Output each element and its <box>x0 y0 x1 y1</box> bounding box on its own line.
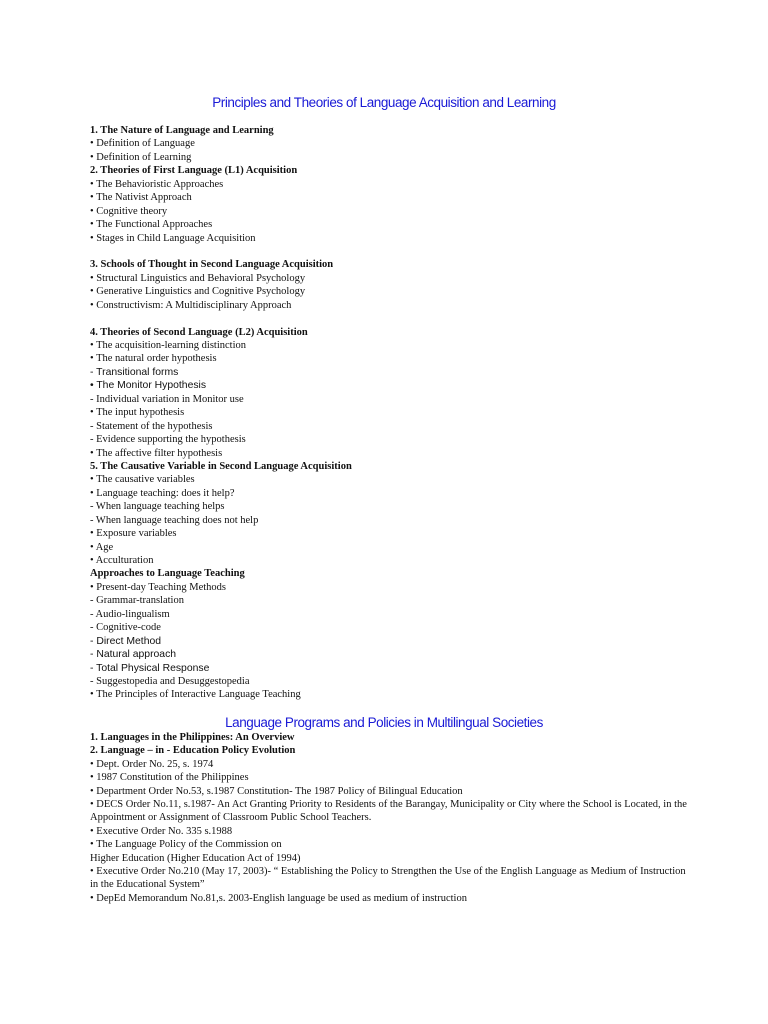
outline-item: • The acquisition-learning distinction <box>90 340 246 351</box>
outline-item: • Present-day Teaching Methods <box>90 581 227 593</box>
outline-subitem: - Natural approach <box>90 649 177 661</box>
outline-item: • Structural Linguistics and Behavioral Psychology <box>90 272 306 284</box>
outline-subitem: - Direct Method <box>90 635 162 647</box>
outline-item: • The affective filter hypothesis <box>90 447 223 459</box>
outline-item-continuation: Higher Education (Higher Education Act of 1994) <box>90 852 301 864</box>
blank-line <box>90 245 690 258</box>
outline-item: • The Behavioristic Approaches <box>90 178 224 190</box>
section-principles-theories-outline <box>90 124 690 702</box>
outline-item: • Language teaching: does it help? <box>90 487 235 499</box>
outline-item: • The Principles of Interactive Language Teaching <box>90 689 301 701</box>
outline-item: • Executive Order No.210 (May 17, 2003)- “ Establishing the Policy to Strengthen the Use of the English Language as Medium of Instruction in the Educational System” <box>90 865 686 891</box>
heading-second-language-acquisition: 4. Theories of Second Language (L2) Acquisition <box>90 326 308 338</box>
section-title-principles-theories: Principles and Theories of Language Acquisition and Learning <box>212 95 556 110</box>
outline-subitem: - Cognitive-code <box>90 622 161 634</box>
heading-schools-of-thought: 3. Schools of Thought in Second Language Acquisition <box>90 259 334 271</box>
heading-causative-variable: 5. The Causative Variable in Second Language Acquisition <box>90 460 352 472</box>
outline-item: • Dept. Order No. 25, s. 1974 <box>90 758 214 770</box>
outline-item: • Acculturation <box>90 555 154 566</box>
outline-item: • Department Order No.53, s.1987 Constitution- The 1987 Policy of Bilingual Education <box>90 785 463 797</box>
outline-subitem: - Transitional forms <box>90 366 179 378</box>
outline-item: • Age <box>90 541 114 553</box>
outline-subitem: - Evidence supporting the hypothesis <box>90 434 246 446</box>
outline-item: • Exposure variables <box>90 528 177 540</box>
outline-item: • Constructivism: A Multidisciplinary Approach <box>90 299 292 311</box>
outline-item: • The causative variables <box>90 474 195 486</box>
section-language-programs-outline <box>90 731 690 905</box>
outline-item: • The natural order hypothesis <box>90 353 217 365</box>
outline-item: • DECS Order No.11, s.1987- An Act Granting Priority to Residents of the Barangay, Municipality or City where the School is Located, in the Appointment or Assignment of Classroom Public School Teachers. <box>90 798 687 824</box>
outline-item: • 1987 Constitution of the Philippines <box>90 772 249 784</box>
outline-subitem: - Statement of the hypothesis <box>90 420 213 432</box>
outline-subitem: - Audio-lingualism <box>90 608 170 620</box>
heading-first-language-acquisition: 2. Theories of First Language (L1) Acquisition <box>90 165 298 177</box>
outline-subitem: - When language teaching does not help <box>90 514 259 526</box>
heading-approaches-to-teaching: Approaches to Language Teaching <box>90 568 245 580</box>
outline-subitem: - Grammar-translation <box>90 595 184 607</box>
outline-item: • Generative Linguistics and Cognitive Psychology <box>90 286 306 298</box>
section-title-language-programs: Language Programs and Policies in Multilingual Societies <box>225 715 543 730</box>
outline-item: • Executive Order No. 335 s.1988 <box>90 825 233 837</box>
outline-item: • Cognitive theory <box>90 205 168 217</box>
outline-item: • The Monitor Hypothesis <box>90 380 207 392</box>
outline-item: • Definition of Language <box>90 138 195 150</box>
outline-item: • The Nativist Approach <box>90 192 192 204</box>
outline-item: • The Functional Approaches <box>90 219 213 231</box>
heading-nature-of-language: 1. The Nature of Language and Learning <box>90 125 274 136</box>
outline-item: • The Language Policy of the Commission on <box>90 839 282 851</box>
blank-line <box>90 312 690 325</box>
outline-subitem: - Total Physical Response <box>90 662 210 674</box>
outline-item: • Stages in Child Language Acquisition <box>90 232 256 244</box>
heading-education-policy-evolution: 2. Language – in - Education Policy Evolution <box>90 745 296 757</box>
outline-item: • Definition of Learning <box>90 151 192 163</box>
outline-item: • The input hypothesis <box>90 407 185 419</box>
heading-languages-in-philippines: 1. Languages in the Philippines: An Overview <box>90 732 295 743</box>
outline-subitem: - Individual variation in Monitor use <box>90 393 244 405</box>
outline-subitem: - Suggestopedia and Desuggestopedia <box>90 675 250 687</box>
outline-subitem: - When language teaching helps <box>90 501 225 513</box>
outline-item: • DepEd Memorandum No.81,s. 2003-English language be used as medium of instruction <box>90 892 467 904</box>
